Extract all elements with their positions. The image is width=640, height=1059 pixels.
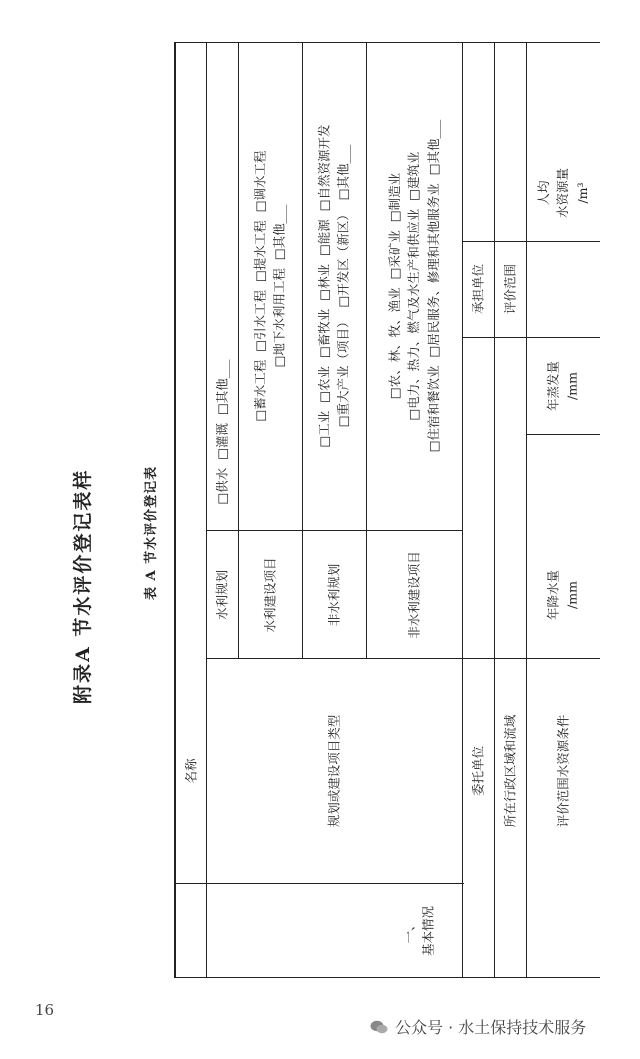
- name-label: 名称: [183, 758, 199, 784]
- options-non-water-planning[interactable]: [302, 42, 366, 530]
- category-label: 非水利建设项目: [406, 550, 422, 639]
- category-water-planning: [206, 531, 238, 658]
- client-cell: [462, 659, 494, 883]
- table-row-line-4: [462, 337, 526, 338]
- table-border-bottom: [174, 977, 600, 978]
- evap-label: 年蒸发量 /mm: [545, 360, 580, 412]
- wechat-icon: [370, 1020, 388, 1034]
- section-basic-info: [376, 884, 462, 977]
- category-water-construction: [238, 531, 302, 658]
- options-non-water-construction[interactable]: [366, 42, 462, 530]
- options-water-planning[interactable]: [206, 42, 238, 530]
- precip-cell: [526, 531, 600, 658]
- per-capita-label: 人均 水资源量 /m³: [535, 167, 590, 219]
- table-caption: 表 A 节水评价登记表: [144, 465, 159, 600]
- watermark-text: 公众号 · 水土保持技术服务: [395, 1018, 587, 1037]
- section-label: 一、 基本情况: [401, 905, 436, 956]
- category-non-water-planning: [302, 531, 366, 658]
- page-number: 16: [35, 1001, 55, 1019]
- region-cell: [494, 659, 526, 883]
- per-capita-cell: [526, 145, 600, 241]
- eval-scope-label: 评价范围: [502, 263, 518, 315]
- project-type-label: 规划或建设项目类型: [326, 714, 342, 828]
- options-water-construction[interactable]: [238, 42, 302, 530]
- table-row-line-7: [526, 434, 600, 435]
- category-label: 水利建设项目: [262, 556, 278, 633]
- options-text: □蓄水工程 □引水工程 □提水工程 □调水工程 □地下水利用工程 □其他___: [252, 150, 287, 422]
- appendix-title: 附录A 节水评价登记表样: [72, 468, 94, 704]
- category-label: 非水利规划: [326, 563, 342, 626]
- precip-label: 年降水量 /mm: [545, 569, 580, 620]
- options-text: □工业 □农业 □畜牧业 □林业 □能源 □自然资源开发 □重大产业（项目） □开发区（新区） □其他___: [316, 124, 351, 448]
- eval-scope-cell: [494, 241, 526, 337]
- name-cell: [176, 659, 206, 883]
- options-text: □农、林、牧、渔业 □采矿业 □制造业 □电力、热力、燃气及水生产和供应业 □建筑业 □住宿和餐饮业 □居民服务、修理和其他服务业 □其他___: [386, 119, 441, 453]
- client-label: 委托单位: [470, 745, 486, 797]
- water-conditions-label: 评价范围水资源条件: [555, 714, 571, 828]
- contractor-cell: [462, 241, 494, 337]
- project-type-cell: [206, 659, 462, 883]
- category-label: 水利规划: [214, 569, 230, 620]
- options-text: □供水 □灌溉 □其他___: [214, 359, 230, 505]
- category-non-water-construction: [366, 531, 462, 658]
- region-label: 所在行政区域和流域: [502, 714, 518, 828]
- contractor-label: 承担单位: [470, 263, 486, 315]
- evap-cell: [526, 338, 600, 434]
- water-conditions-cell: [526, 659, 600, 883]
